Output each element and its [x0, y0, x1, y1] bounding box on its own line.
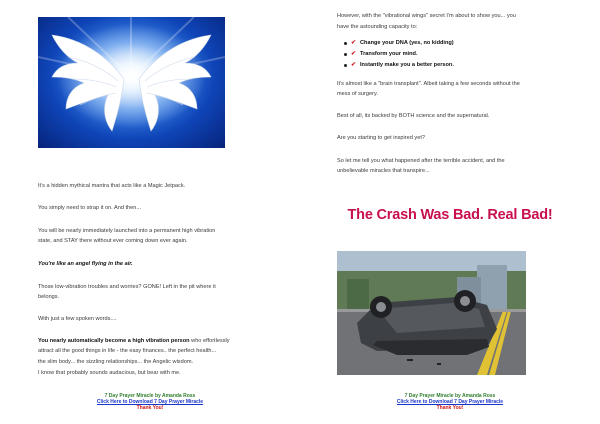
- paragraph-audacious: I know that probably sounds audacious, but bear with me.: [38, 370, 181, 376]
- paragraph-accident-line2: unbelievable miracles that transpire...: [337, 168, 430, 174]
- paragraph-inspired: Are you starting to get inspired yet?: [337, 135, 425, 141]
- intro-line1: However, with the "vibrational wings" secret I'm about to show you... you: [337, 13, 516, 19]
- crash-image: [337, 251, 526, 375]
- paragraph-accident-line1: So let me tell you what happened after the terrible accident, and the: [337, 158, 505, 164]
- paragraph-troubles-line2: belongs.: [38, 294, 60, 300]
- paragraph-high-vibration-line3: the slim body... the sizzling relationships... the Angelic wisdom.: [38, 359, 194, 365]
- paragraph-high-vibration-line1: [38, 336, 230, 346]
- bullet-dot-icon: [344, 64, 347, 67]
- footer-left: [70, 393, 230, 411]
- checkmark-icon: ✔: [351, 40, 357, 46]
- paragraph-brain-transplant-line2: mess of surgery.: [337, 91, 378, 97]
- footer-title: 7 Day Prayer Miracle by Amanda Ross: [404, 393, 496, 399]
- benefits-list: [340, 38, 454, 71]
- paragraph-brain-transplant-line1: It's almost like a "brain transplant". Albeit taking a few seconds without the: [337, 81, 520, 87]
- paragraph-angel-flying: You're like an angel flying in the air.: [38, 261, 133, 267]
- footer-thanks: Thank You!: [436, 405, 464, 411]
- download-link[interactable]: Click Here to Download 7 Day Prayer Miracle: [396, 399, 504, 405]
- footer-title: 7 Day Prayer Miracle by Amanda Ross: [104, 393, 196, 399]
- download-link[interactable]: Click Here to Download 7 Day Prayer Miracle: [96, 399, 204, 405]
- footer-right: [370, 393, 530, 411]
- crash-heading: The Crash Was Bad. Real Bad!: [347, 207, 553, 223]
- bullet-dot-icon: [344, 53, 347, 56]
- paragraph-launched-line1: You will be nearly immediately launched into a permanent high vibration: [38, 228, 216, 234]
- checkmark-icon: ✔: [351, 51, 357, 57]
- checkmark-icon: ✔: [351, 62, 357, 68]
- intro-line2: have the astounding capacity to:: [337, 24, 418, 30]
- bullet-dot-icon: [344, 42, 347, 45]
- high-vibration-bold: You nearly automatically become a high vibration person: [38, 338, 190, 344]
- list-item: ✔ Transform your mind.: [340, 49, 454, 60]
- paragraph-high-vibration-line2: attract all the good things in life - the easy finances.. the perfect health...: [38, 348, 217, 354]
- list-item: ✔ Change your DNA (yes, no kidding): [340, 38, 454, 49]
- paragraph-science: Best of all, its backed by BOTH science and the supernatural.: [337, 113, 490, 119]
- high-vibration-rest: who effortlessly: [189, 338, 230, 344]
- paragraph-strap-it-on: You simply need to strap it on. And then...: [38, 205, 142, 211]
- footer-thanks: Thank You!: [136, 405, 164, 411]
- paragraph-troubles-line1: Those low-vibration troubles and worries? GONE! Left in the pit where it: [38, 284, 216, 290]
- angel-wings-image: [38, 17, 225, 148]
- list-item: ✔ Instantly make you a better person.: [340, 60, 454, 71]
- paragraph-launched-line2: state, and STAY there without ever coming down ever again.: [38, 238, 188, 244]
- paragraph-spoken-words: With just a few spoken words....: [38, 316, 117, 322]
- paragraph-magic-jetpack: It's a hidden mythical mantra that acts like a Magic Jetpack.: [38, 183, 186, 189]
